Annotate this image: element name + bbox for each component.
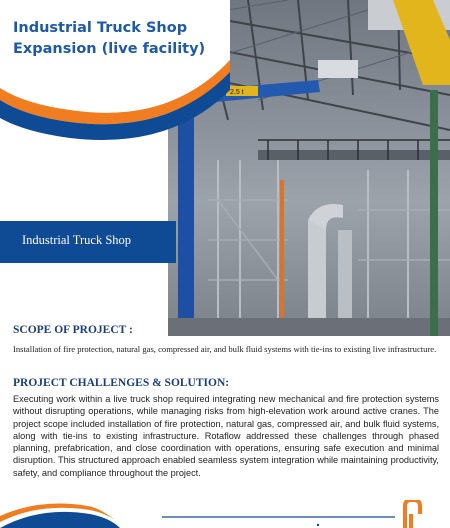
footer-decoration bbox=[0, 500, 450, 528]
scope-heading: SCOPE OF PROJECT : bbox=[13, 324, 133, 336]
challenges-heading: PROJECT CHALLENGES & SOLUTION: bbox=[13, 377, 230, 389]
challenges-text: Executing work within a live truck shop required integrating new mechanical and fire protection systems without disrupting operations, while managing risks from high-elevation work around active cranes. The project scope included installation of fire protection, natural gas, compressed air, and bulk fluid systems, along with tie-ins to existing infrastructure. Rotaflow addressed these challenges through phased planning, prefabrication, and close coordination with operations, ensuring safe execution and minimal disruption. This structured approach enabled seamless system integration while maintaining productivity, safety, and compliance throughout the project. bbox=[13, 394, 439, 478]
crane-capacity-label: 2.5 t bbox=[230, 89, 244, 96]
banner-label: Industrial Truck Shop bbox=[22, 233, 132, 247]
scope-text: Installation of fire protection, natural gas, compressed air, and bulk fluid systems with tie-ins to existing live infrastructure. bbox=[13, 344, 437, 354]
page-title: Industrial Truck Shop Expansion (live facility) bbox=[13, 20, 206, 57]
company-logo-icon bbox=[405, 500, 420, 528]
